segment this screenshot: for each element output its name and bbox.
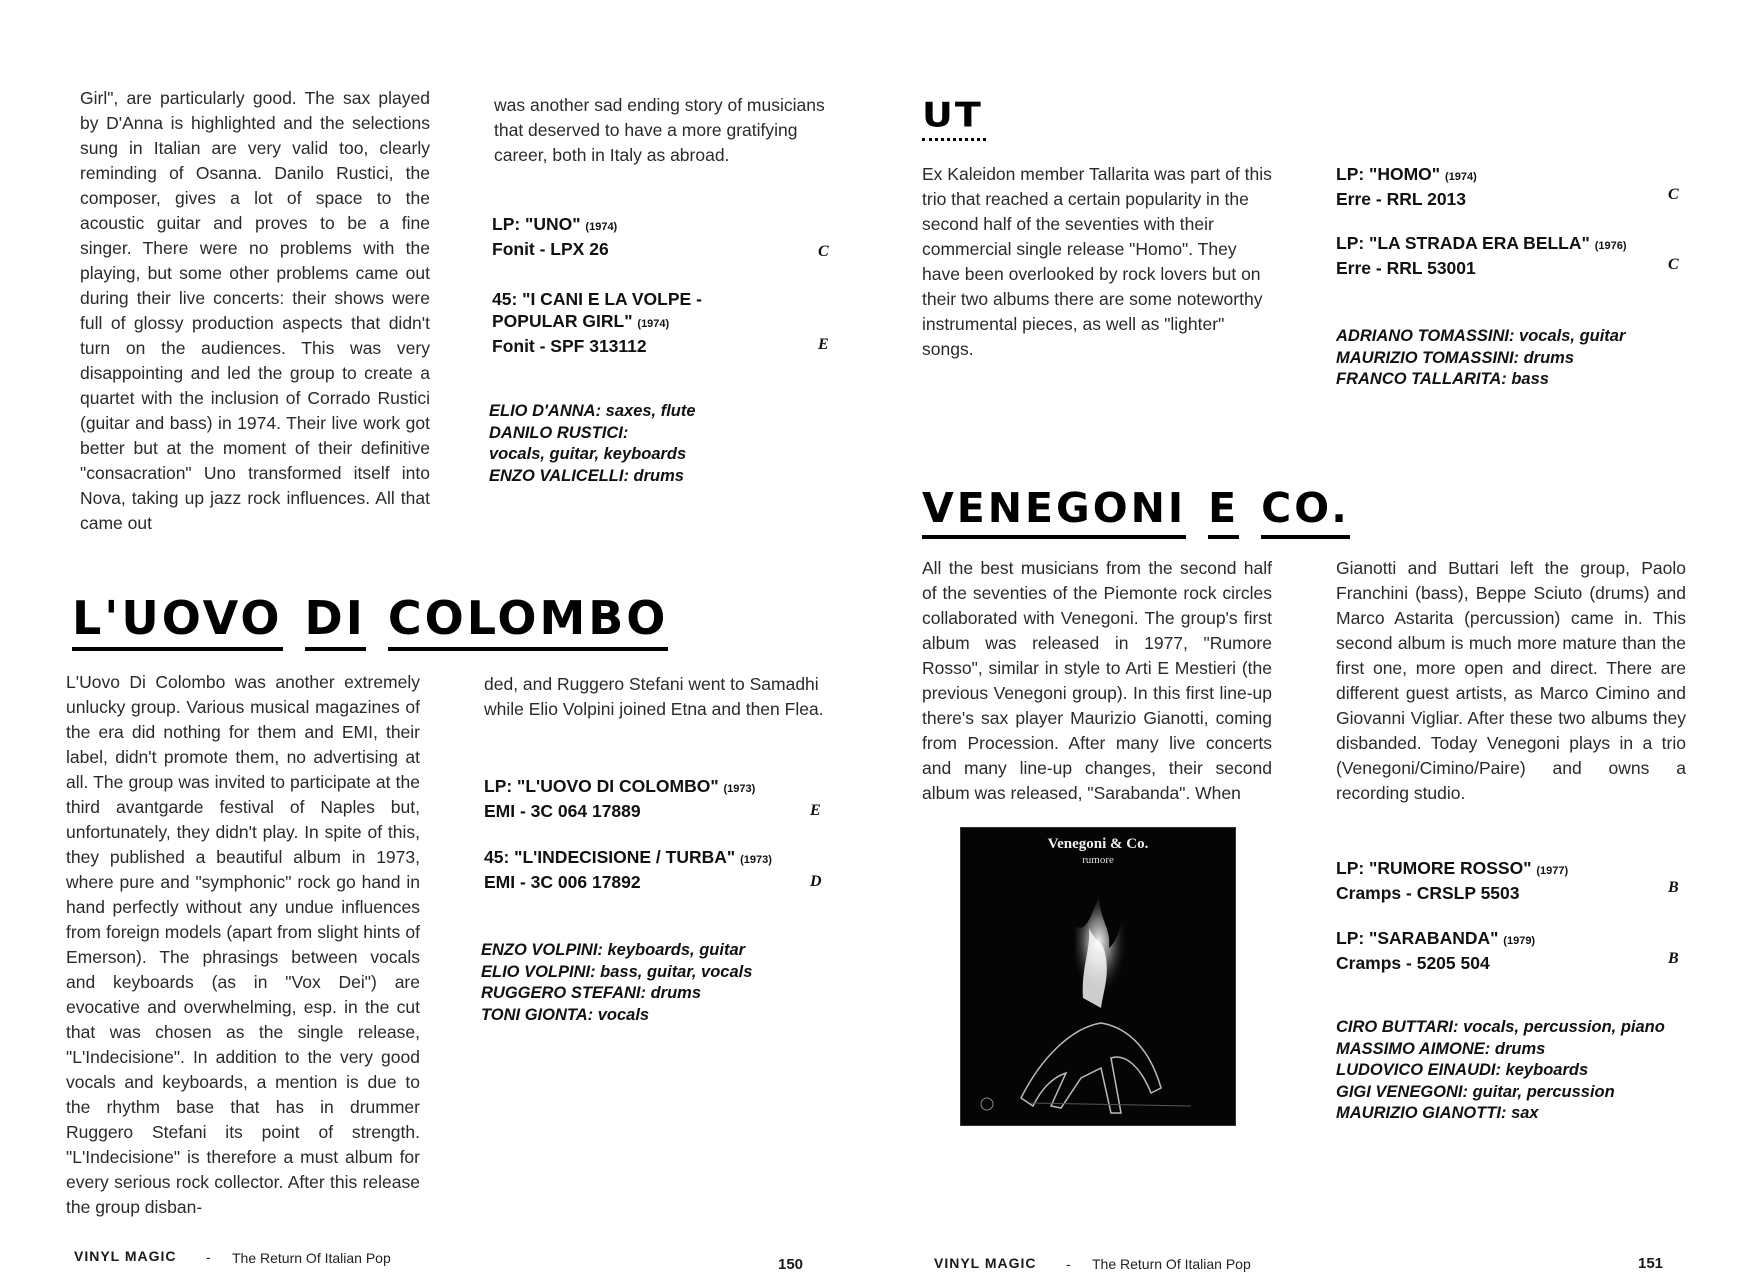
disc-entry-uno-45	[492, 288, 702, 357]
disc-entry-uno-lp	[492, 213, 617, 260]
disc-label: Erre - RRL 53001	[1336, 258, 1476, 278]
ut-logo	[922, 96, 988, 140]
disc-year: (1976)	[1594, 240, 1627, 252]
ut-logo-text: UT	[922, 95, 983, 135]
logo-underline	[922, 135, 986, 141]
venegoni-members	[1336, 1017, 1665, 1125]
disc-title-cont: POPULAR GIRL"	[492, 311, 633, 331]
member-line: vocals, guitar, keyboards	[489, 445, 687, 463]
disc-title: 45: "I CANI E LA VOLPE -	[492, 289, 702, 309]
grade-badge: B	[1668, 879, 1679, 896]
disc-year: (1979)	[1503, 935, 1536, 947]
heading-word: L'UOVO	[72, 590, 283, 651]
disc-title: LP: "L'UOVO DI COLOMBO"	[484, 776, 719, 796]
venegoni-text-col1	[922, 556, 1272, 806]
member-line: MAURIZIO GIANOTTI: sax	[1336, 1104, 1539, 1122]
grade-badge: C	[1668, 186, 1679, 203]
member-line: ELIO VOLPINI: bass, guitar, vocals	[481, 962, 753, 981]
disc-label: Fonit - LPX 26	[492, 239, 609, 259]
footer-separator: -	[206, 1249, 211, 1265]
paragraph: Ex Kaleidon member Tallarita was part of this trio that reached a certain popularity in the second half of the seventies with their commercial single release "Homo". They have been overlooked by rock lovers but on their two albums there are some noteworthy instrumental pieces, as well as "lighter" songs.	[922, 164, 1272, 359]
disc-year: (1974)	[585, 221, 618, 233]
paragraph: ded, and Ruggero Stefani went to Samadhi while Elio Volpini joined Etna and then Flea.	[484, 674, 824, 719]
disc-title: LP: "LA STRADA ERA BELLA"	[1336, 233, 1590, 253]
disc-title: LP: "SARABANDA"	[1336, 928, 1499, 948]
member-line: CIRO BUTTARI: vocals, percussion, piano	[1336, 1018, 1665, 1036]
disc-entry-rumore-rosso	[1336, 857, 1568, 904]
grade-badge: D	[810, 873, 822, 890]
grade-badge: C	[818, 243, 829, 260]
member-line: DANILO RUSTICI:	[489, 423, 629, 442]
disc-year: (1974)	[1444, 171, 1477, 183]
uno-text-col1	[80, 86, 430, 536]
disc-label: EMI - 3C 064 17889	[484, 801, 641, 821]
footer-subtitle: The Return Of Italian Pop	[232, 1250, 391, 1266]
uno-members	[489, 401, 696, 487]
grade-badge: C	[1668, 256, 1679, 273]
heading-word: VENEGONI	[922, 482, 1186, 539]
disc-year: (1974)	[637, 318, 670, 330]
paragraph: Girl", are particularly good. The sax played by D'Anna is highlighted and the selections sung in Italian are very valid too, clearly reminding of Osanna. Danilo Rustici, the composer, gives a lot of space to the acoustic guitar and proves to be a fine singer. There were no problems with the playing, but some other problems came out during their live concerts: their shows were full of glossy production aspects that didn't turn on the audiences. This was very disappointing and led the group to create a quartet with the inclusion of Corrado Rustici (guitar and bass) in 1974. Their live work got better but at the moment of their definitive "consacration" Uno transformed itself into Nova, taking up jazz rock influences. All that came out	[80, 88, 430, 533]
paragraph: All the best musicians from the second half of the seventies of the Piemonte rock circles collaborated with Venegoni. The group's first album was released in 1977, "Rumore Rosso", similar in style to Arti E Mestieri (the previous Venegoni group). In this first line-up there's sax player Maurizio Gianotti, coming from Procession. After many live concerts and many line-up changes, their second album was released, "Sarabanda". When	[922, 558, 1272, 803]
paragraph: was another sad ending story of musicians that deserved to have a more gratifying career, both in Italy as abroad.	[494, 95, 825, 165]
footer-subtitle: The Return Of Italian Pop	[1092, 1256, 1251, 1272]
disc-title: LP: "HOMO"	[1336, 164, 1441, 184]
disc-label: Cramps - 5205 504	[1336, 953, 1490, 973]
heading-word: COLOMBO	[388, 590, 669, 651]
disc-entry-ut-homo	[1336, 163, 1477, 210]
uovo-text-col1	[66, 670, 420, 1220]
member-line: ADRIANO TOMASSINI: vocals, guitar	[1336, 327, 1626, 345]
heading-word: CO.	[1261, 482, 1350, 539]
member-line: TONI GIONTA: vocals	[481, 1005, 650, 1024]
album-cover-image	[960, 827, 1236, 1126]
ut-members	[1336, 326, 1625, 391]
page-number: 150	[778, 1256, 804, 1273]
disc-entry-sarabanda	[1336, 927, 1535, 974]
disc-entry-uovo-45	[484, 846, 772, 893]
disc-label: Fonit - SPF 313112	[492, 336, 647, 356]
page-number: 151	[1638, 1255, 1664, 1272]
member-line: LUDOVICO EINAUDI: keyboards	[1336, 1061, 1589, 1079]
footer-brand: VINYL MAGIC	[934, 1255, 1037, 1271]
disc-label: Cramps - CRSLP 5503	[1336, 883, 1520, 903]
member-line: ELIO D'ANNA: saxes, flute	[489, 402, 696, 420]
disc-year: (1977)	[1536, 865, 1569, 877]
member-line: RUGGERO STEFANI: drums	[481, 984, 702, 1002]
heading-word: DI	[305, 590, 366, 651]
uovo-text-col2	[484, 672, 830, 722]
member-line: FRANCO TALLARITA: bass	[1336, 370, 1549, 388]
disc-entry-uovo-lp	[484, 775, 755, 822]
disc-label: Erre - RRL 2013	[1336, 189, 1467, 209]
paragraph: L'Uovo Di Colombo was another extremely unlucky group. Various musical magazines of the era did nothing for them and EMI, their label, didn't promote them, no advertising at all. The group was invited to participate at the third avantgarde festival of Naples but, unfortunately, they didn't play. In spite of this, they published a beautiful album in 1973, where pure and "symphonic" rock go hand in hand perfectly without any undue influences from foreign models (apart from slight hints of Emerson). The phrasings between vocals and keyboards (as in "Vox Dei") are evocative and overwhelming, esp. in the cut that was chosen as the single release, "L'Indecisione". In addition to the very good vocals and keyboards, a mention is due to the rhythm base that has in drummer Ruggero Stefani its point of strength. "L'Indecisione" is therefore a must album for every serious rock collector. After this release the group disban-	[66, 672, 420, 1217]
footer-separator: -	[1066, 1256, 1071, 1272]
member-line: ENZO VALICELLI: drums	[489, 466, 684, 485]
disc-title: LP: "RUMORE ROSSO"	[1336, 858, 1532, 878]
grade-badge: B	[1668, 950, 1679, 967]
cover-artwork-icon	[961, 828, 1235, 1125]
ut-text	[922, 162, 1272, 362]
venegoni-text-col2	[1336, 556, 1686, 806]
footer-brand: VINYL MAGIC	[74, 1248, 177, 1264]
uno-text-col2	[494, 93, 844, 168]
section-heading-venegoni	[922, 482, 1372, 539]
disc-year: (1973)	[723, 783, 756, 795]
cover-title: Venegoni & Co.	[1047, 836, 1149, 852]
disc-title: 45: "L'INDECISIONE / TURBA"	[484, 847, 736, 867]
member-line: MASSIMO AIMONE: drums	[1336, 1039, 1546, 1058]
disc-year: (1973)	[740, 854, 772, 866]
heading-word: E	[1208, 482, 1239, 539]
grade-badge: E	[818, 336, 829, 353]
disc-label: EMI - 3C 006 17892	[484, 872, 641, 892]
disc-entry-ut-strada	[1336, 232, 1626, 279]
member-line: GIGI VENEGONI: guitar, percussion	[1336, 1082, 1615, 1101]
grade-badge: E	[810, 802, 821, 819]
paragraph: Gianotti and Buttari left the group, Paolo Franchini (bass), Beppe Sciuto (drums) and Marco Astarita (percussion) came in. This second album is much more mature than the first one, more open and direct. There are different guest artists, as Marco Cimino and Giovanni Vigliar. After these two albums they disbanded. Today Venegoni plays in a trio (Venegoni/Cimino/Paire) and owns a recording studio.	[1336, 558, 1686, 803]
uovo-members	[481, 940, 752, 1026]
section-heading-uovo	[72, 590, 690, 651]
member-line: MAURIZIO TOMASSINI: drums	[1336, 348, 1575, 367]
cover-subtitle: rumore	[1082, 854, 1114, 866]
member-line: ENZO VOLPINI: keyboards, guitar	[481, 941, 746, 959]
disc-title: LP: "UNO"	[492, 214, 581, 234]
